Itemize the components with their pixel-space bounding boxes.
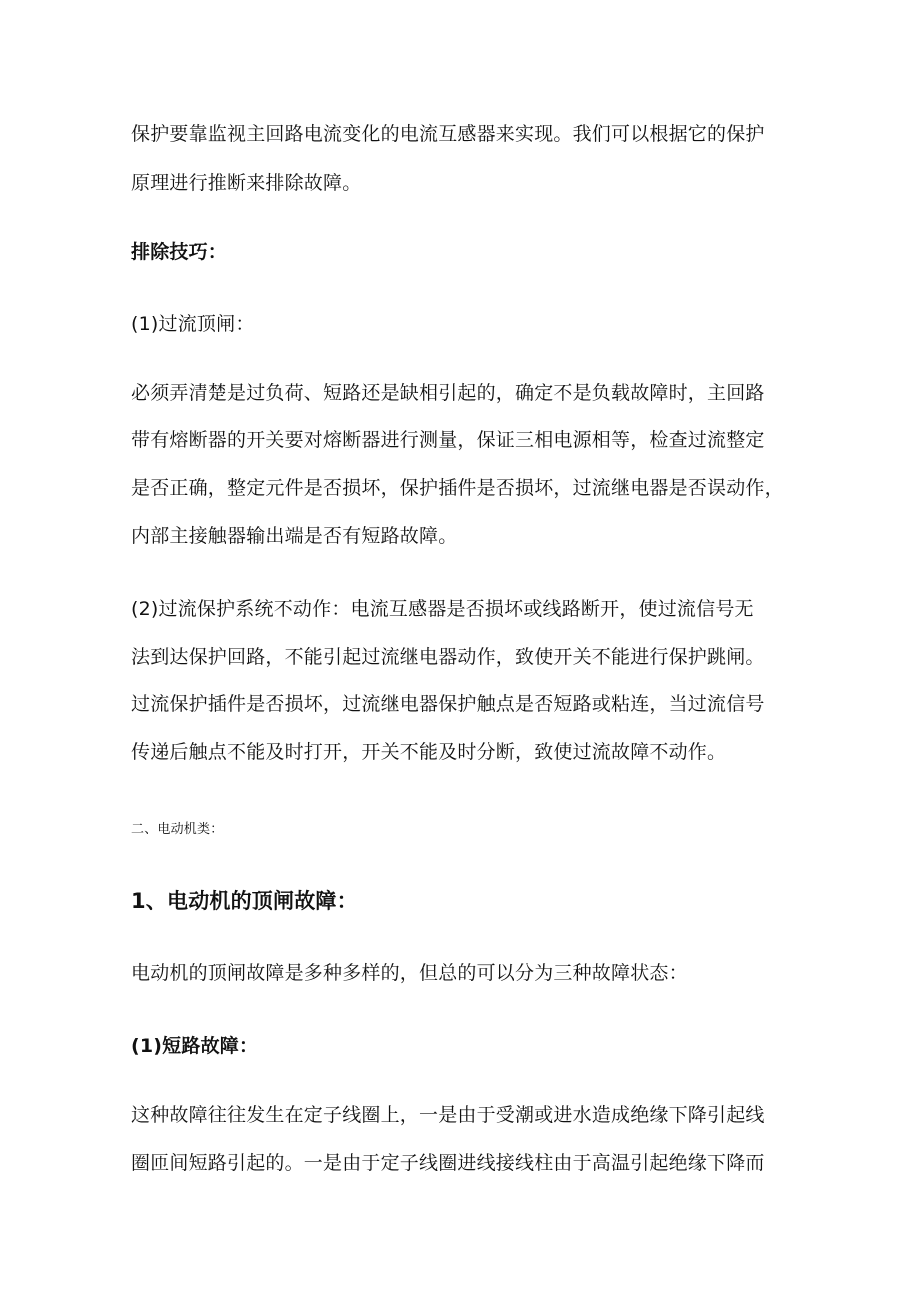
fault1-heading: (1)短路故障： bbox=[131, 1035, 259, 1057]
item2-line-2: 法到达保护回路，不能引起过流继电器动作，致使开关不能进行保护跳闸。 bbox=[131, 646, 765, 668]
item1-line-1: 必须弄清楚是过负荷、短路还是缺相引起的，确定不是负载故障时，主回路 bbox=[131, 382, 765, 404]
section2-heading: 二、电动机类： bbox=[131, 822, 224, 837]
item1-heading: (1)过流顶闸： bbox=[131, 313, 255, 335]
item2-line-4: 传递后触点不能及时打开，开关不能及时分断，致使过流故障不动作。 bbox=[131, 741, 727, 763]
intro-line-2: 原理进行推断来排除故障。 bbox=[131, 172, 362, 194]
fault1-line-2: 圈匝间短路引起的。一是由于定子线圈进线接线柱由于高温引起绝缘下降而 bbox=[131, 1152, 765, 1174]
item1-line-3: 是否正确，整定元件是否损坏，保护插件是否损坏，过流继电器是否误动作， bbox=[131, 477, 784, 499]
item1-line-2: 带有熔断器的开关要对熔断器进行测量，保证三相电源相等，检查过流整定 bbox=[131, 429, 765, 451]
intro-line-1: 保护要靠监视主回路电流变化的电流互感器来实现。我们可以根据它的保护 bbox=[131, 123, 765, 145]
item1-line-4: 内部主接触器输出端是否有短路故障。 bbox=[131, 525, 458, 547]
sub1-text: 电动机的顶闸故障是多种多样的，但总的可以分为三种故障状态： bbox=[131, 962, 688, 984]
fault1-line-1: 这种故障往往发生在定子线圈上，一是由于受潮或进水造成绝缘下降引起线 bbox=[131, 1104, 765, 1126]
tips-heading: 排除技巧： bbox=[131, 241, 228, 263]
sub1-heading: 1、电动机的顶闸故障： bbox=[131, 889, 358, 913]
item2-line-1: (2)过流保护系统不动作：电流互感器是否损坏或线路断开，使过流信号无 bbox=[131, 598, 754, 620]
item2-line-3: 过流保护插件是否损坏，过流继电器保护触点是否短路或粘连，当过流信号 bbox=[131, 693, 765, 715]
